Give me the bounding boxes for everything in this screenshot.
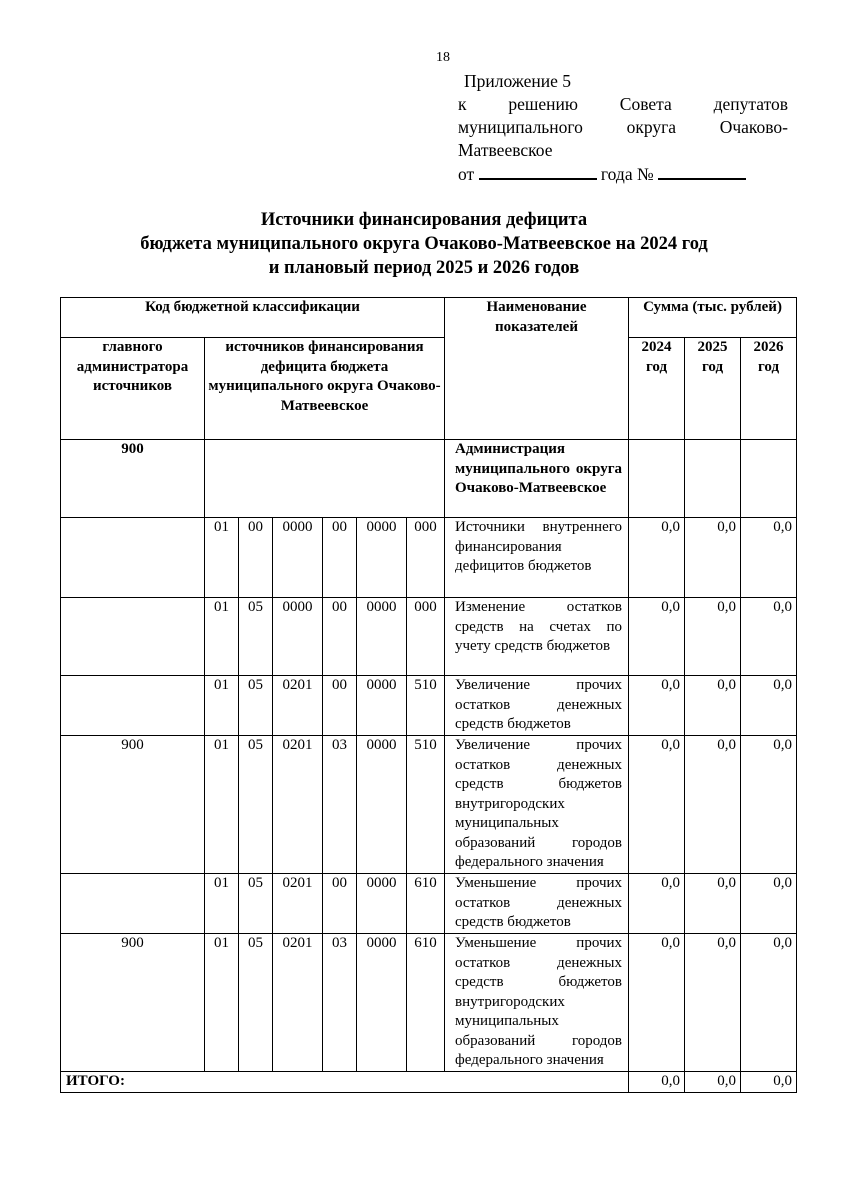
header-year-2025: 2025 год: [685, 338, 741, 440]
budget-sources-table: [60, 297, 848, 1093]
admin-code: 900: [61, 440, 205, 518]
total-2024: 0,0: [629, 1072, 685, 1093]
total-row: [61, 1072, 848, 1093]
header-row-1: [61, 298, 848, 338]
appendix-block: [458, 70, 788, 186]
header-code: Код бюджетной классификации: [61, 298, 445, 338]
year-number-label: года №: [600, 164, 654, 184]
title-line-3: и плановый период 2025 и 2026 годов: [268, 258, 580, 278]
header-admin: главного администратора источников: [61, 338, 205, 440]
table-row: 900 01 05 0201 03 0000 610 Уменьшение прочих остатков денежных средств бюджетов внутригородских муниципальных образований городов федерального значения 0,0 0,0 0,0: [61, 934, 848, 1072]
header-sources: источников финансирования дефицита бюджета муниципального округа Очаково-Матвеевское: [205, 338, 445, 440]
total-label: ИТОГО:: [61, 1072, 629, 1093]
appendix-title: Приложение 5: [464, 71, 572, 91]
number-blank-field: [658, 162, 746, 180]
table-row: 900 01 05 0201 03 0000 510 Увеличение прочих остатков денежных средств бюджетов внутригородских муниципальных образований городов федерального значения 0,0 0,0 0,0: [61, 736, 848, 874]
appendix-decision-line: к решению Совета депутатов: [458, 94, 788, 114]
table-row: 01 00 0000 00 0000 000 Источники внутреннего финансирования дефицитов бюджетов 0,0 0,0 0,0: [61, 518, 848, 598]
header-year-2024: 2024 год: [629, 338, 685, 440]
admin-name: Администрация муниципального округа Очаково-Матвеевское: [445, 440, 629, 518]
title-line-1: Источники финансирования дефицита: [260, 210, 588, 230]
header-sum: Сумма (тыс. рублей): [629, 298, 797, 338]
date-blank-field: [479, 162, 597, 180]
header-name: Наименование показателей: [445, 298, 629, 440]
total-2026: 0,0: [741, 1072, 797, 1093]
header-year-2026: 2026 год: [741, 338, 797, 440]
title-line-2: бюджета муниципального округа Очаково-Матвеевское на 2024 год: [140, 234, 708, 254]
date-prefix: от: [458, 164, 475, 184]
appendix-district-line: муниципального округа Очаково-: [458, 117, 788, 137]
page-number: 18: [436, 50, 450, 65]
total-2025: 0,0: [685, 1072, 741, 1093]
appendix-district-name: Матвеевское: [458, 140, 553, 160]
appendix-date-line: [458, 162, 788, 186]
document-title: [0, 208, 848, 280]
table-row: 01 05 0000 00 0000 000 Изменение остатков средств на счетах по учету средств бюджетов 0,0 0,0 0,0: [61, 598, 848, 676]
table-row: 01 05 0201 00 0000 610 Уменьшение прочих остатков денежных средств бюджетов 0,0 0,0 0,0: [61, 874, 848, 934]
admin-code-empty: [205, 440, 445, 518]
admin-row: [61, 440, 848, 518]
table-row: 01 05 0201 00 0000 510 Увеличение прочих остатков денежных средств бюджетов 0,0 0,0 0,0: [61, 676, 848, 736]
